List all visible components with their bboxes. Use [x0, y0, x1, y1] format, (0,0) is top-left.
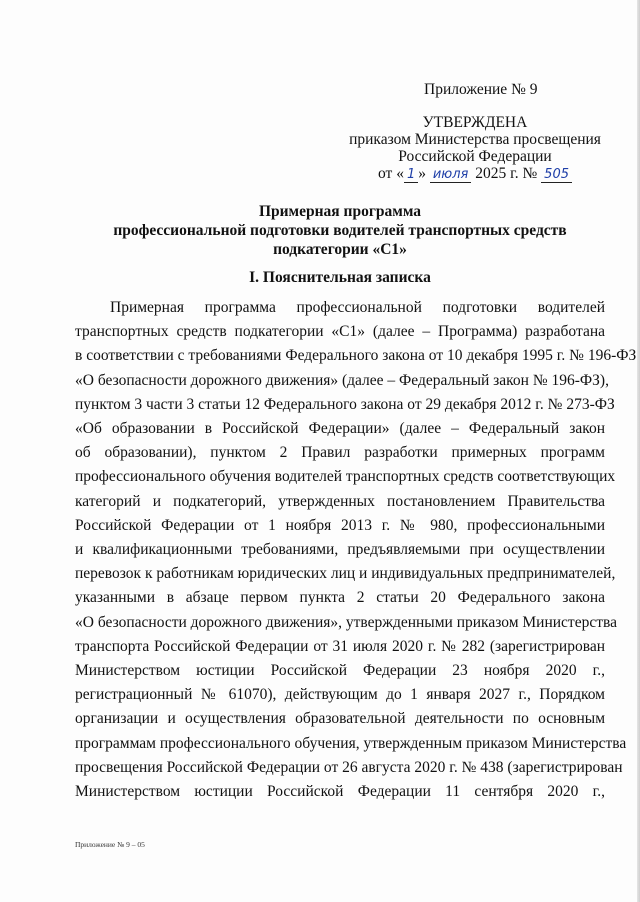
- approval-block: [345, 114, 605, 183]
- body-line: транспортных средств подкатегории «С1» (далее – Программа) разработана: [75, 323, 605, 341]
- handwritten-month: июля: [430, 168, 472, 183]
- body-line: профессионального обучения водителей транспортных средств соответствующих: [75, 468, 616, 486]
- body-line: Примерная программа профессиональной подготовки водителей: [110, 299, 605, 316]
- body-line: «Об образовании в Российской Федерации» (далее – Федеральный закон: [75, 420, 605, 438]
- body-line: категорий и подкатегорий, утвержденных постановлением Правительства: [75, 492, 605, 510]
- body-line: в соответствии с требованиями Федерального закона от 10 декабря 1995 г. № 196-ФЗ: [75, 347, 637, 365]
- date-year: 2025 г. №: [475, 165, 538, 182]
- body-line: пунктом 3 части 3 статьи 12 Федерального закона от 29 декабря 2012 г. № 273-ФЗ: [75, 395, 615, 413]
- body-line: транспорта Российской Федерации от 31 июля 2020 г. № 282 (зарегистрирован: [75, 637, 605, 655]
- section-heading: I. Пояснительная записка: [249, 269, 431, 286]
- body-line: Министерством юстиции Российской Федерации 23 ноября 2020 г.,: [75, 662, 605, 680]
- body-line: «О безопасности дорожного движения», утвержденными приказом Министерства: [75, 613, 617, 631]
- handwritten-day: 1: [404, 168, 418, 183]
- title-line-2: профессиональной подготовки водителей транспортных средств: [113, 222, 567, 239]
- date-mid: »: [418, 165, 426, 182]
- body-line: об образовании), пунктом 2 Правил разработки примерных программ: [75, 444, 605, 462]
- appendix-number: Приложение № 9: [424, 81, 538, 98]
- body-line: и квалификационными требованиями, предъявляемыми при осуществлении: [75, 541, 605, 559]
- document-title: [75, 202, 605, 259]
- date-prefix: от «: [378, 165, 404, 182]
- body-line: Российской Федерации от 1 ноября 2013 г. № 980, профессиональными: [75, 516, 605, 534]
- body-line: просвещения Российской Федерации от 26 августа 2020 г. № 438 (зарегистрирован: [75, 758, 623, 776]
- title-line-1: Примерная программа: [258, 203, 422, 220]
- body-line: указанными в абзаце первом пункта 2 статьи 20 Федерального закона: [75, 589, 605, 607]
- order-line-1: приказом Министерства просвещения: [349, 131, 601, 148]
- order-line-2: Российской Федерации: [398, 148, 552, 165]
- page-footer: Приложение № 9 – 05: [75, 840, 145, 849]
- section-body: [75, 296, 637, 804]
- body-line: регистрационный № 61070), действующим до 1 января 2027 г., Порядком: [75, 686, 605, 704]
- body-line: Министерством юстиции Российской Федерации 11 сентября 2020 г.,: [75, 783, 605, 801]
- approved-label: УТВЕРЖДЕНА: [422, 114, 528, 131]
- body-line: перевозок к работникам юридических лиц и индивидуальных предпринимателей,: [75, 565, 616, 583]
- handwritten-number: 505: [541, 168, 572, 183]
- order-date-line: [345, 165, 605, 183]
- title-line-3: подкатегории «С1»: [273, 241, 407, 258]
- body-line: программам профессионального обучения, утвержденным приказом Министерства: [75, 734, 627, 752]
- body-line: организации и осуществления образовательной деятельности по основным: [75, 710, 605, 728]
- body-line: «О безопасности дорожного движения» (далее – Федеральный закон № 196-ФЗ),: [75, 371, 609, 389]
